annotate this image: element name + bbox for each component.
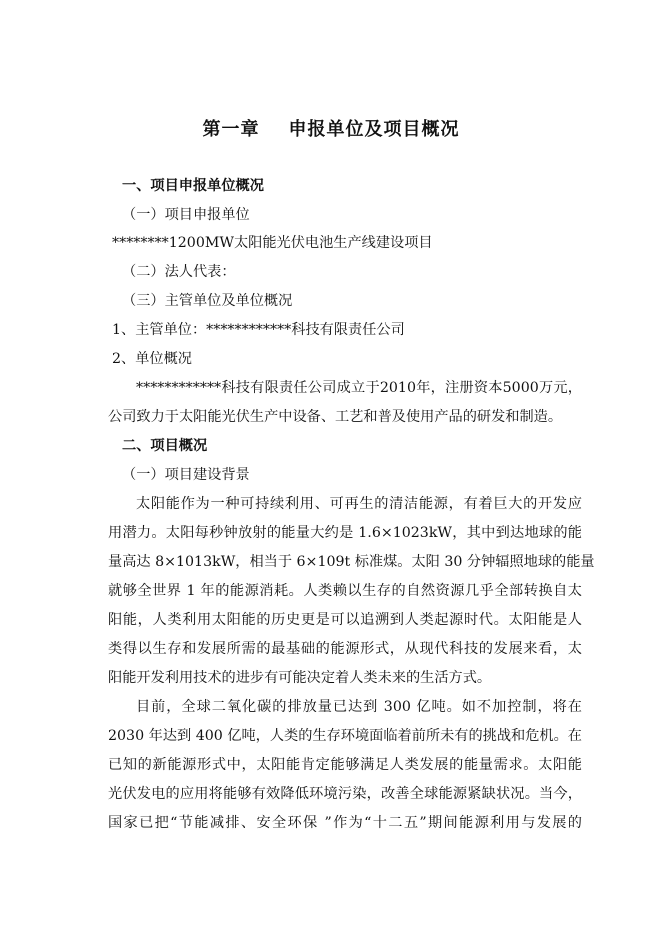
subsection-heading-1-3: （三）主管单位及单位概况: [122, 293, 293, 309]
unit-overview-item: 2、单位概况: [112, 351, 192, 367]
paragraph-line: 阳能开发利用技术的进步有可能决定着人类未来的生活方式。: [108, 670, 492, 686]
paragraph-line: 国家已把“节能减排、安全环保 ”作为“十二五”期间能源利用与发展的: [108, 815, 582, 831]
subsection-heading-2-1: （一）项目建设背景: [122, 467, 250, 483]
paragraph-line: 2030 年达到 400 亿吨，人类的生存环境面临着前所未有的挑战和危机。在: [108, 728, 582, 744]
paragraph-line: 就够全世界 1 年的能源消耗。人类赖以生存的自然资源几乎全部转换自太: [108, 583, 582, 599]
paragraph-line: 已知的新能源形式中，太阳能肯定能够满足人类发展的能量需求。太阳能: [108, 757, 582, 773]
project-name: ********1200MW太阳能光伏电池生产线建设项目: [112, 235, 433, 251]
section-heading-2: 二、项目概况: [122, 438, 208, 454]
paragraph-line: 量高达 8×1013kW，相当于 6×109t 标准煤。太阳 30 分钟辐照地球的能量: [108, 554, 595, 570]
paragraph-line: 类得以生存和发展所需的最基础的能源形式，从现代科技的发展来看，太: [108, 641, 582, 657]
subsection-heading-1-2: （二）法人代表：: [122, 264, 236, 280]
paragraph-line: 目前，全球二氧化碳的排放量已达到 300 亿吨。如不加控制，将在: [136, 699, 582, 715]
paragraph-line: 公司致力于太阳能光伏生产中设备、工艺和普及使用产品的研发和制造。: [108, 409, 563, 425]
paragraph-line: 阳能，人类利用太阳能的历史更是可以追溯到人类起源时代。太阳能是人: [108, 612, 582, 628]
paragraph-line: 用潜力。太阳每秒钟放射的能量大约是 1.6×1023kW，其中到达地球的能: [108, 525, 582, 541]
supervising-unit-item: 1、主管单位：************科技有限责任公司: [112, 322, 405, 338]
chapter-title: 第一章 申报单位及项目概况: [202, 119, 460, 140]
section-heading-1: 一、项目申报单位概况: [122, 178, 264, 194]
paragraph-line: 光伏发电的应用将能够有效降低环境污染，改善全球能源紧缺状况。当今，: [108, 786, 582, 802]
paragraph-line: 太阳能作为一种可持续利用、可再生的清洁能源，有着巨大的开发应: [136, 496, 582, 512]
subsection-heading-1-1: （一）项目申报单位: [122, 207, 250, 223]
paragraph-line: ************科技有限责任公司成立于2010年，注册资本5000万元，: [136, 380, 582, 396]
